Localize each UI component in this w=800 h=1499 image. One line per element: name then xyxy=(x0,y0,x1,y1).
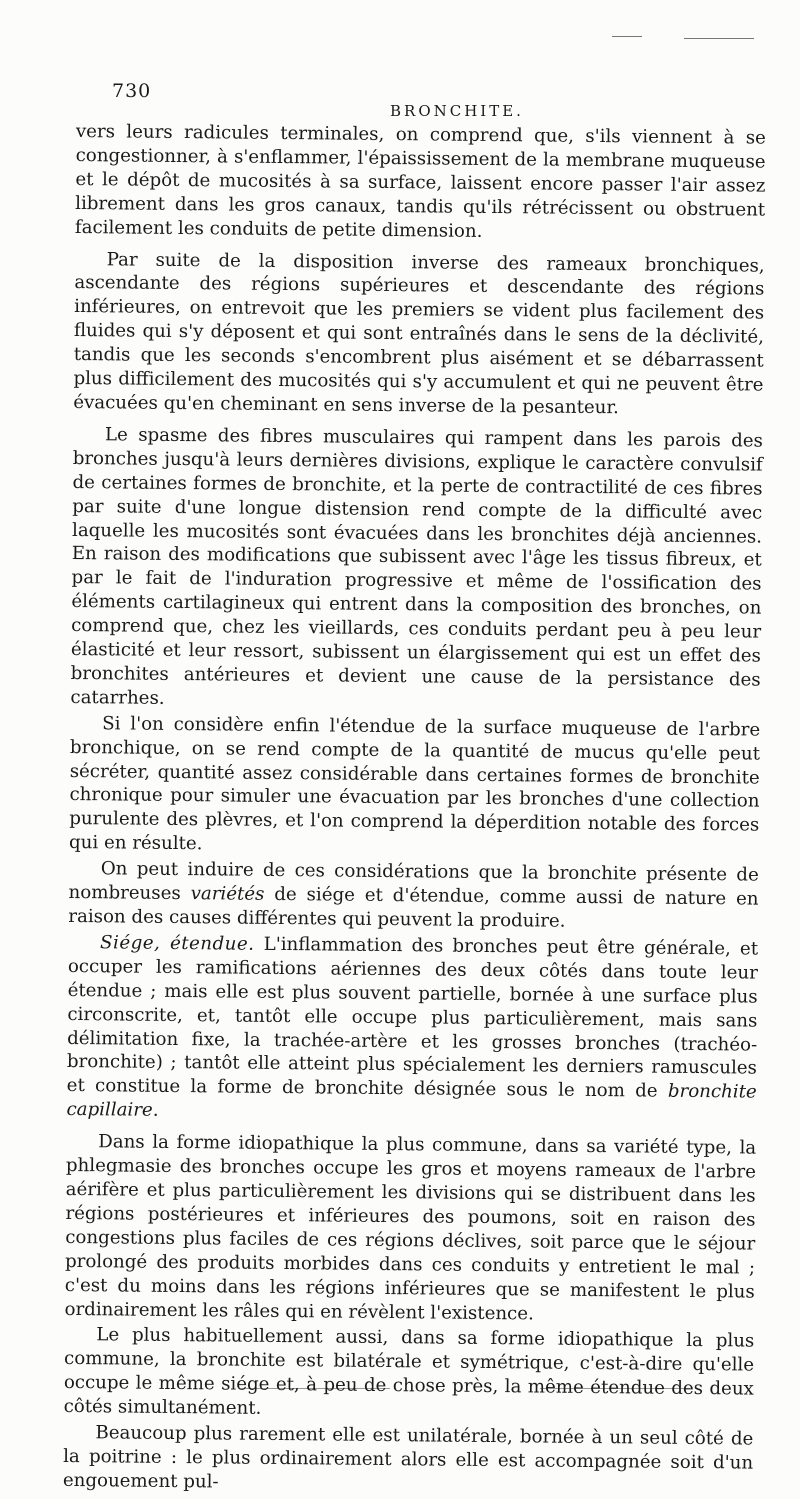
paragraph: vers leurs radicules terminales, on comprend que, s'ils viennent à se congestionner, à s'enflammer, l'épaississement de la membrane muqueuse et le dépôt de mucosités à sa surface, laissent encore passer l'air assez librement dans les gros canaux, tandis qu'ils rétrécissent ou obstruent facilement les conduits de petite dimension. xyxy=(74,120,766,242)
running-title: BRONCHITE. xyxy=(390,102,524,120)
paragraph: Par suite de la disposition inverse des rameaux bronchiques, ascendante des régions supérieures et descendante des régions inférieures, on entrevoit que les premiers se vident plus facilement des fluides qui s'y déposent et qui sont entraînés dans le sens de la déclivité, tandis que les seconds s'encombrent plus aisément et se débarrassent plus difficilement des mucosités qui s'y accumulent et qui ne peuvent être évacuées qu'en cheminant en sens inverse de la pesanteur. xyxy=(73,248,765,419)
page-header xyxy=(112,80,722,120)
paragraph-text: On peut induire de ces considérations que la bronchite présente de nombreuses xyxy=(68,858,759,905)
emphasis-text: variétés xyxy=(190,883,265,905)
paragraph: Si l'on considère enfin l'étendue de la surface muqueuse de l'arbre bronchique, on se rend compte de la quantité de mucus qu'elle peut sécréter, quantité assez considérable dans certaines formes de bronchite chronique pour simuler une évacuation par les bronches d'une collection purulente des plèvres, et l'on comprend la déperdition notable des forces qui en résulte. xyxy=(68,713,761,855)
paragraph: Le spasme des fibres musculaires qui rampent dans les parois des bronches jusqu'à leurs dernières divisions, explique le caractère convulsif de certaines formes de bronchite, et la perte de contractilité de ces fibres par suite d'une longue distension rend compte de la difficulté avec laquelle les mucosités sont évacuées dans les bronchites déjà anciennes. En raison des modifications que subissent avec l'âge les tissus fibreux, et par le fait de l'induration progressive et même de l'ossification des éléments cartilagineux qui entrent dans la composition des bronches, on comprend que, chez les vieillards, ces conduits perdant peu à peu leur élasticité et leur ressort, subissent un élargissement qui est un effet des bronchites antérieures et devient une cause de la persistance des catarrhes. xyxy=(70,424,764,709)
paragraph-text: L'inflammation des bronches peut être générale, et occuper les ramifications aériennes des deux côtés dans toute leur étendue ; mais elle est plus souvent partielle, bornée à une surface plus circonscrite, et, tantôt elle occupe plus particulièrement, mais sans délimitation fixe, la trachée-artère et les grosses bronches (trachéo-bronchite) ; tantôt elle atteint plus spécialement les derniers ramuscules et constitue la forme de bronchite désignée sous le nom de xyxy=(66,933,759,1103)
paragraph xyxy=(68,857,759,935)
paragraph-text: . xyxy=(152,1100,159,1122)
emphasis-text: bronchite capillaire xyxy=(66,1081,757,1122)
page-number: 730 xyxy=(112,80,152,102)
body-text xyxy=(63,120,766,1499)
paragraph-text: de siége et d'étendue, comme aussi de nature en raison des causes différentes qui peuvent la produire. xyxy=(68,883,759,932)
paragraph xyxy=(66,931,758,1129)
paragraph: Beaucoup plus rarement elle est unilatérale, bornée à un seul côté de la poitrine : le plus ordinairement alors elle est accompagnée soit d'un engouement pul- xyxy=(62,1422,754,1493)
section-lead: Siége, étendue. xyxy=(100,932,255,955)
paragraph: Dans la forme idiopathique la plus commune, dans sa variété type, la phlegmasie des bronches occupe les gros et moyens rameaux de l'arbre aérifère et plus particulièrement les divisions qui se distribuent dans les régions postérieures et inférieures des poumons, soit en raison des congestions plus faciles de ces régions déclives, soit parce que le séjour prolongé des produits morbides dans ces conduits y entretient le mal ; c'est du moins dans les régions inférieures que se manifestent le plus ordinairement les râles qui en révèlent l'existence. xyxy=(64,1131,757,1324)
paragraph: Le plus habituellement aussi, dans sa forme idiopathique la plus commune, la bronchite est bilatérale et symétrique, c'est-à-dire qu'elle occupe le même siége et, à peu de chose près, la même étendue des deux côtés simultanément. xyxy=(63,1324,755,1419)
scan-mark-top xyxy=(684,38,754,39)
scan-mark-top xyxy=(612,36,642,37)
